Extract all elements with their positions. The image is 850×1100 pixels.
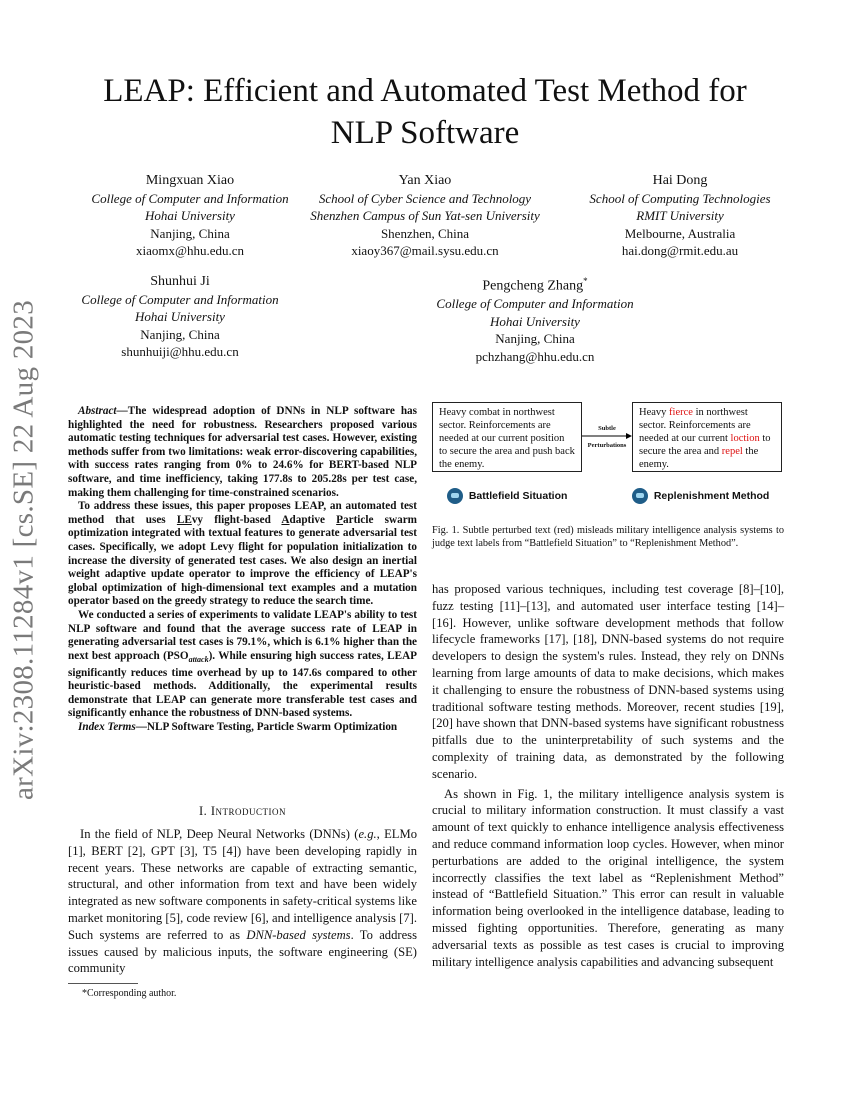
author-affiliation: College of Computer and Information: [436, 296, 634, 312]
author-affiliation: College of Computer and Information: [81, 291, 279, 307]
body-paragraph: has proposed various techniques, including test coverage [8]–[10], fuzz testing [11]–[13], and automated user interface testing [14]–[16]. However, unlike software development methods that follow lifecycle frameworks [17], [18], DNN-based systems do not require developers to design the system's rules. Instead, they rely on DNNs learning from large amounts of data to make decisions, which makes it challenging to ensure the robustness of DNN-based systems using traditional software testing methods. Moreover, recent studies [19], [20] have shown that DNN-based systems have significant robustness pitfalls due to the uninterpretability of such systems and the complexity of training data, as demonstrated by the following scenario.: [432, 582, 784, 781]
paper-title: [60, 70, 790, 154]
figure-arrow-label: Subtle: [598, 425, 616, 432]
robot-icon: [632, 488, 648, 504]
footnote: *Corresponding author.: [82, 988, 177, 999]
author-name: Pengcheng Zhang*: [482, 276, 588, 294]
figure-perturbed-text: Heavy fierce in northwest sector. Reinforcements are needed at our current loction to secure the area and repel the enemy.: [632, 402, 782, 472]
abstract-paragraph: We conducted a series of experiments to validate LEAP's ability to test NLP software and found that the average success rate of LEAP in generating adversarial test cases is 79.1%, which is 6.1% higher than the next best approach $(PSO_{attack})$. While ensuring high success rates, LEAP significantly reduces time overhead by up to 147.6s compared to other heuristic-based methods. Additionally, the experimental results demonstrate that LEAP can generate more transferable test cases and significantly enhance the robustness of DNN-based systems.: [68, 608, 417, 720]
author-location: Melbourne, Australia: [624, 225, 736, 241]
abstract-paragraph: Abstract—The widespread adoption of DNNs in NLP software has highlighted the need for robustness. Researchers proposed various automatic testing techniques for adversarial test cases. However, existing methods suffer from two limitations: weak error-discovering capabilities, with success rates ranging from 0% to 24.6% for BERT-based NLP software, and time inefficiency, taking 177.8s to 205.28s per test case, making them challenging for time-constrained scenarios.: [68, 405, 417, 499]
figure-label-right: Replenishment Method: [632, 488, 769, 504]
abstract: [68, 405, 417, 734]
body-paragraph: As shown in Fig. 1, the military intelligence analysis system is crucial to military information construction. It must classify a vast amount of text quickly to enhance intelligence analysis effectiveness and reduce command information loop cycles. However, when minor perturbations are added to the original intelligence, the system incorrectly classifies the text label as “Replenishment Method” instead of “Battlefield Situation.” This error can result in valuable information being overlooked in the intelligence database, leading to missed fighting opportunities. Therefore, generating as many adversarial texts as possible as test cases is crucial to improving military intelligence analysis capabilities and advancing subsequent: [432, 786, 784, 969]
author-institution: Hohai University: [490, 313, 580, 329]
author-location: Nanjing, China: [495, 331, 575, 347]
author-institution: RMIT University: [636, 208, 724, 223]
figure-1: [432, 402, 784, 517]
author-location: Nanjing, China: [140, 326, 220, 342]
intro-paragraph: In the field of NLP, Deep Neural Networks (DNNs) (e.g., ELMo [1], BERT [2], GPT [3], T5 [4]) have been developing rapidly in recent years. These networks are capable of extracting semantic, structural, and other information from text and have been widely integrated as new software components in safety-critical systems like market monitoring [5], code review [6], and intelligence analysis [7]. Such systems are referred to as DNN-based systems. To address issues caused by malicious inputs, the software engineering (SE) community: [68, 827, 418, 976]
author-name: Hai Dong: [652, 173, 708, 188]
author-affiliation: College of Computer and Information: [91, 190, 289, 206]
figure-arrow-label-2: Perturbations: [587, 442, 627, 449]
author-block: [70, 172, 310, 260]
title-line-2: NLP Software: [330, 115, 520, 151]
author-email[interactable]: shunhuiji@hhu.edu.cn: [121, 344, 239, 359]
right-column-text: [432, 581, 784, 970]
author-location: Shenzhen, China: [380, 225, 470, 241]
robot-icon: [447, 488, 463, 504]
figure-original-text: Heavy combat in northwest sector. Reinforcements are needed at our current position to secure the area and push back the enemy.: [432, 402, 582, 472]
abstract-label: Abstract: [78, 405, 117, 417]
author-affiliation: School of Computing Technologies: [589, 190, 771, 206]
author-location: Nanjing, China: [150, 225, 230, 241]
author-email[interactable]: xiaoy367@mail.sysu.edu.cn: [351, 243, 499, 258]
author-name: Mingxuan Xiao: [145, 173, 235, 188]
author-name: Shunhui Ji: [150, 274, 210, 289]
abstract-paragraph: To address these issues, this paper proposes LEAP, an automated test method that uses LEvy flight-based Adaptive Particle swarm optimization integrated with textual features to generate adversarial test cases. Specifically, we adopt Levy flight for population initialization to increase the diversity of generated test cases. We also design an inertial weight adaptive update operator to improve the efficiency of LEAP's global optimization of high-dimensional text examples and a mutation operator based on the greedy strategy to reduce the search time.: [68, 500, 417, 608]
section-heading-introduction: I. Introduction: [198, 804, 287, 818]
author-institution: Hohai University: [135, 309, 225, 324]
arxiv-stamp-text: arXiv:2308.11284v1 [cs.SE] 22 Aug 2023: [7, 299, 40, 801]
author-affiliation: School of Cyber Science and Technology: [318, 190, 532, 206]
figure-label-left: Battlefield Situation: [447, 488, 567, 504]
figure-caption: Fig. 1. Subtle perturbed text (red) misleads military intelligence analysis systems to judge text labels from “Battlefield Situation” to “Replenishment Method”.: [432, 525, 784, 549]
author-name: Yan Xiao: [398, 173, 452, 188]
arxiv-stamp: [6, 300, 42, 800]
author-block: [410, 273, 660, 365]
author-institution: Shenzhen Campus of Sun Yat-sen University: [310, 208, 540, 223]
author-email[interactable]: xiaomx@hhu.edu.cn: [135, 243, 244, 258]
footnote-rule: [68, 983, 138, 984]
author-institution: Hohai University: [145, 208, 235, 223]
title-line-1: LEAP: Efficient and Automated Test Method for: [103, 73, 747, 109]
arrow-right-icon: [582, 432, 632, 440]
author-email[interactable]: hai.dong@rmit.edu.au: [621, 243, 739, 258]
index-terms: Index Terms—NLP Software Testing, Particle Swarm Optimization: [78, 720, 398, 733]
author-block: [300, 172, 550, 260]
author-block: [570, 172, 790, 260]
author-block: [60, 273, 300, 361]
author-email[interactable]: pchzhang@hhu.edu.cn: [475, 348, 595, 364]
